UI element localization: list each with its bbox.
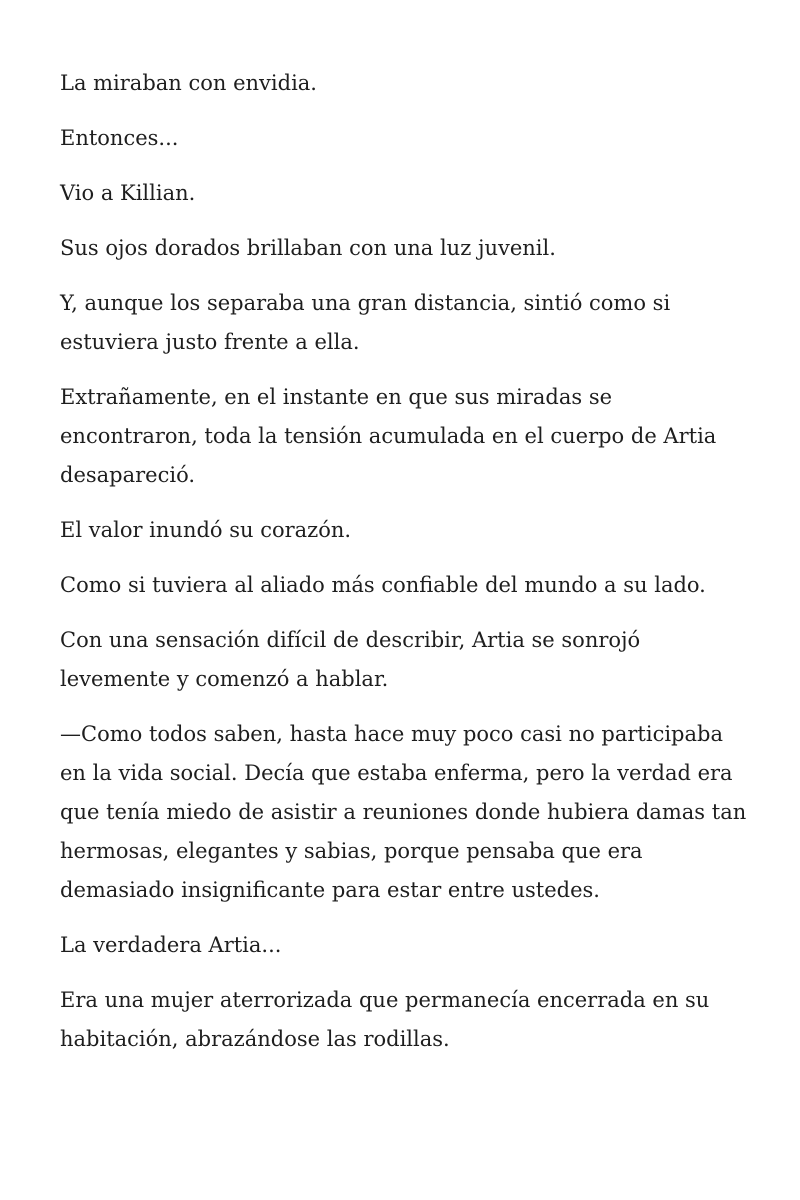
paragraph-9: Con una sensación difícil de describir, Artia se sonrojó levemente y comenzó a hablar. <box>60 628 641 691</box>
paragraph-6: Extrañamente, en el instante en que sus miradas se encontraron, toda la tensión acumulada en el cuerpo de Artia desapareció. <box>60 385 717 487</box>
paragraph-2: Entonces... <box>60 126 179 150</box>
paragraph-11: La verdadera Artia... <box>60 933 282 957</box>
paragraph-4: Sus ojos dorados brillaban con una luz juvenil. <box>60 236 556 260</box>
paragraph-7: El valor inundó su corazón. <box>60 518 352 542</box>
paragraph-10: —Como todos saben, hasta hace muy poco casi no participaba en la vida social. Decía que estaba enferma, pero la verdad era que tenía miedo de asistir a reuniones donde hubiera damas tan hermosas, elegantes y sabias, porque pensaba que era demasiado insignificante para estar entre ustedes. <box>60 722 747 902</box>
document-body <box>60 64 750 1075</box>
paragraph-12: Era una mujer aterrorizada que permanecía encerrada en su habitación, abrazándose las rodillas. <box>60 988 710 1051</box>
paragraph-8: Como si tuviera al aliado más confiable del mundo a su lado. <box>60 573 706 597</box>
paragraph-5: Y, aunque los separaba una gran distancia, sintió como si estuviera justo frente a ella. <box>60 291 671 354</box>
paragraph-1: La miraban con envidia. <box>60 71 317 95</box>
paragraph-3: Vio a Killian. <box>60 181 196 205</box>
